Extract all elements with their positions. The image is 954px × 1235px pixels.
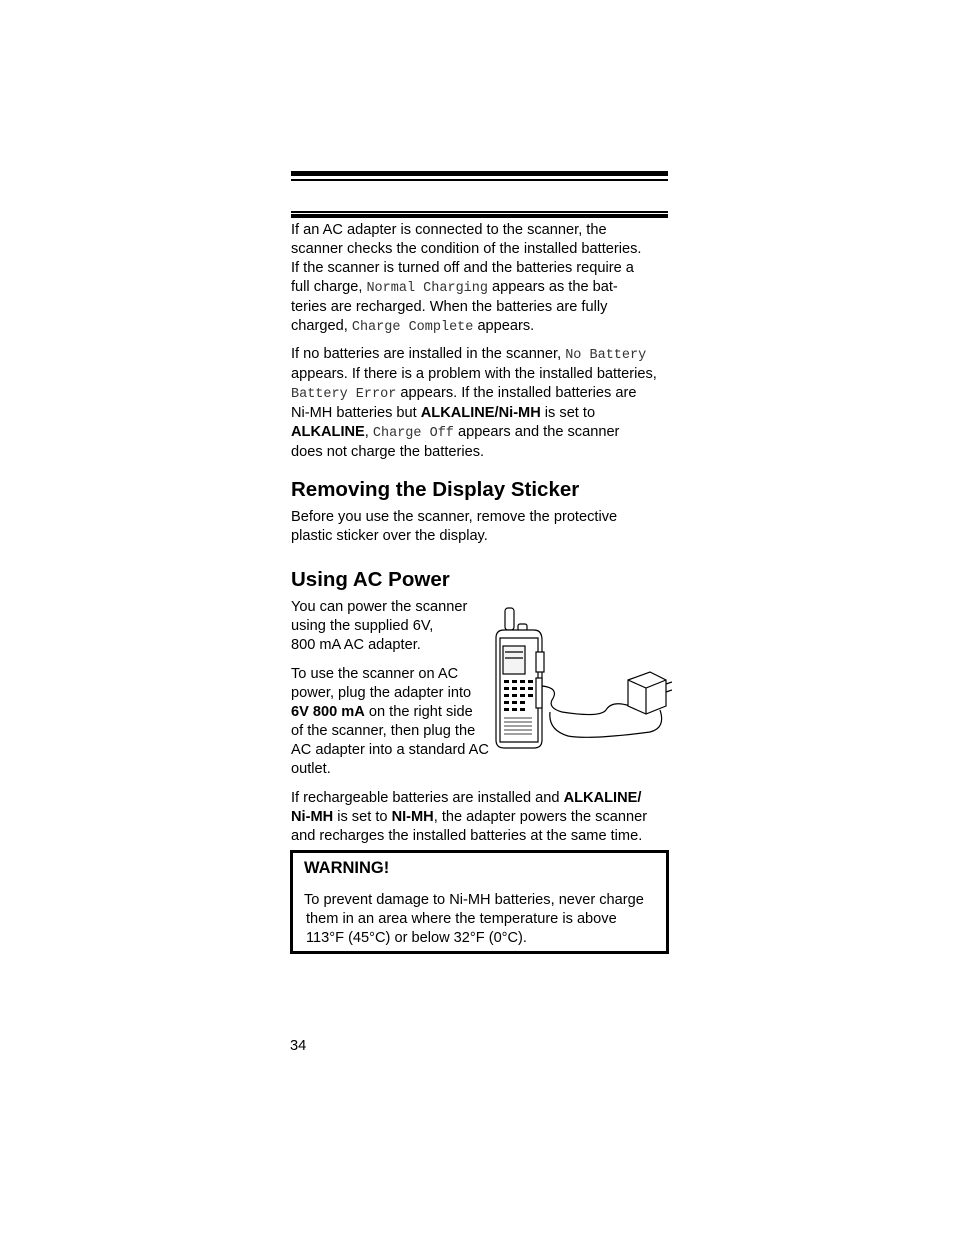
display-message: Charge Off [372,426,454,441]
display-message: Normal Charging [366,281,488,296]
line: charged, Charge Complete appears. [291,318,535,335]
display-message: Charge Complete [351,320,474,335]
line: plastic sticker over the display. [291,528,488,544]
display-message: No Battery [565,348,647,363]
line: outlet. [291,761,331,777]
charging-paragraph [291,221,669,337]
line: Ni-MH is set to NI-MH, the adapter powers the scanner [291,809,648,825]
line: power, plug the adapter into [291,685,472,701]
line: If rechargeable batteries are installed and ALKALINE/ [291,790,642,806]
line: full charge, Normal Charging appears as the bat- [291,279,618,296]
line: To use the scanner on AC [291,666,459,682]
line: scanner checks the condition of the installed batteries. [291,241,642,257]
line: 113°F (45°C) or below 32°F (0°C). [306,930,527,946]
line: Before you use the scanner, remove the protective [291,509,618,525]
page-number: 34 [290,1038,307,1054]
warning-title: WARNING! [304,859,390,877]
line: using the supplied 6V, [291,618,434,634]
section-heading: Removing the Display Sticker [291,478,580,501]
line: To prevent damage to Ni-MH batteries, never charge [304,892,644,908]
line: does not charge the batteries. [291,444,485,460]
battery-status-paragraph [291,345,669,462]
section-heading: Using AC Power [291,568,450,591]
scanner-adapter-illustration [490,600,672,750]
line: If the scanner is turned off and the batteries require a [291,260,634,276]
section-rule-thin [291,211,668,213]
header-rule-thick [291,171,668,176]
section-rule-thick [291,214,668,218]
warning-text [304,891,666,948]
line: ALKALINE, Charge Off appears and the scanner [291,424,620,441]
display-message: Battery Error [291,387,397,402]
line: Battery Error appears. If the installed batteries are [291,385,637,402]
line: If an AC adapter is connected to the scanner, the [291,222,607,238]
line: them in an area where the temperature is above [306,911,617,927]
line: and recharges the installed batteries at the same time. [291,828,643,844]
line: AC adapter into a standard AC [291,742,489,758]
line: teries are recharged. When the batteries are fully [291,299,608,315]
line: You can power the scanner [291,599,468,615]
line: Ni-MH batteries but ALKALINE/Ni-MH is set to [291,405,596,421]
line: 800 mA AC adapter. [291,637,421,653]
line: If no batteries are installed in the scanner, No Battery [291,346,647,363]
line: appears. If there is a problem with the installed batteries, [291,366,657,382]
warning-box [290,850,669,954]
header-rule-thin [291,179,668,181]
sticker-section [291,478,669,546]
line: 6V 800 mA on the right side [291,704,473,720]
line: of the scanner, then plug the [291,723,476,739]
